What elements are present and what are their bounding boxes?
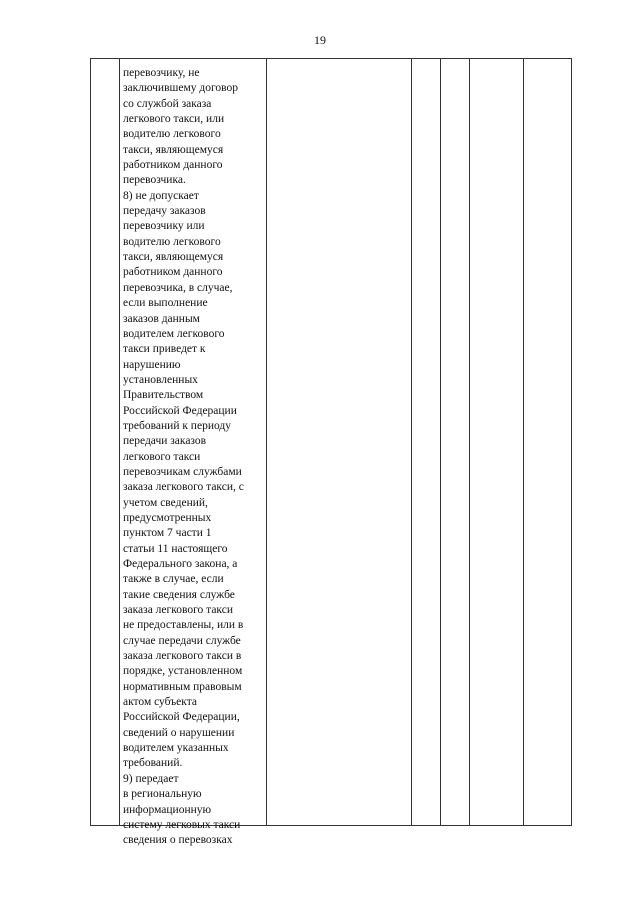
column-divider [440,59,441,825]
column-divider [469,59,470,825]
requirements-table [90,58,572,847]
column-divider [119,59,120,825]
page-number: 19 [314,33,326,47]
column-divider [411,59,412,825]
requirement-text-cell: перевозчику, не заключившему договор со службой заказа легкового такси, или водителю легкового такси, являющемуся работником данного перевозчика. 8) не допускает передачу заказов перевозчику или водителю легкового такси, являющемуся работником данного перевозчика, в случае, если выполнение заказов данным водителем легкового такси приведет к нарушению установленных Правительством Российской Федерации требований к периоду передачи заказов легкового такси перевозчикам службами заказа легкового такси, с учетом сведений, предусмотренных пунктом 7 части 1 статьи 11 настоящего Федерального закона, а также в случае, если такие сведения службе заказа легкового такси не предоставлены, или в случае передачи службе заказа легкового такси в порядке, установленном нормативным правовым актом субъекта Российской Федерации, сведений о нарушении водителем указанных требований. 9) передает в региональную информационную систему легковых такси сведения о перевозках [123,67,244,847]
column-divider [523,59,524,825]
